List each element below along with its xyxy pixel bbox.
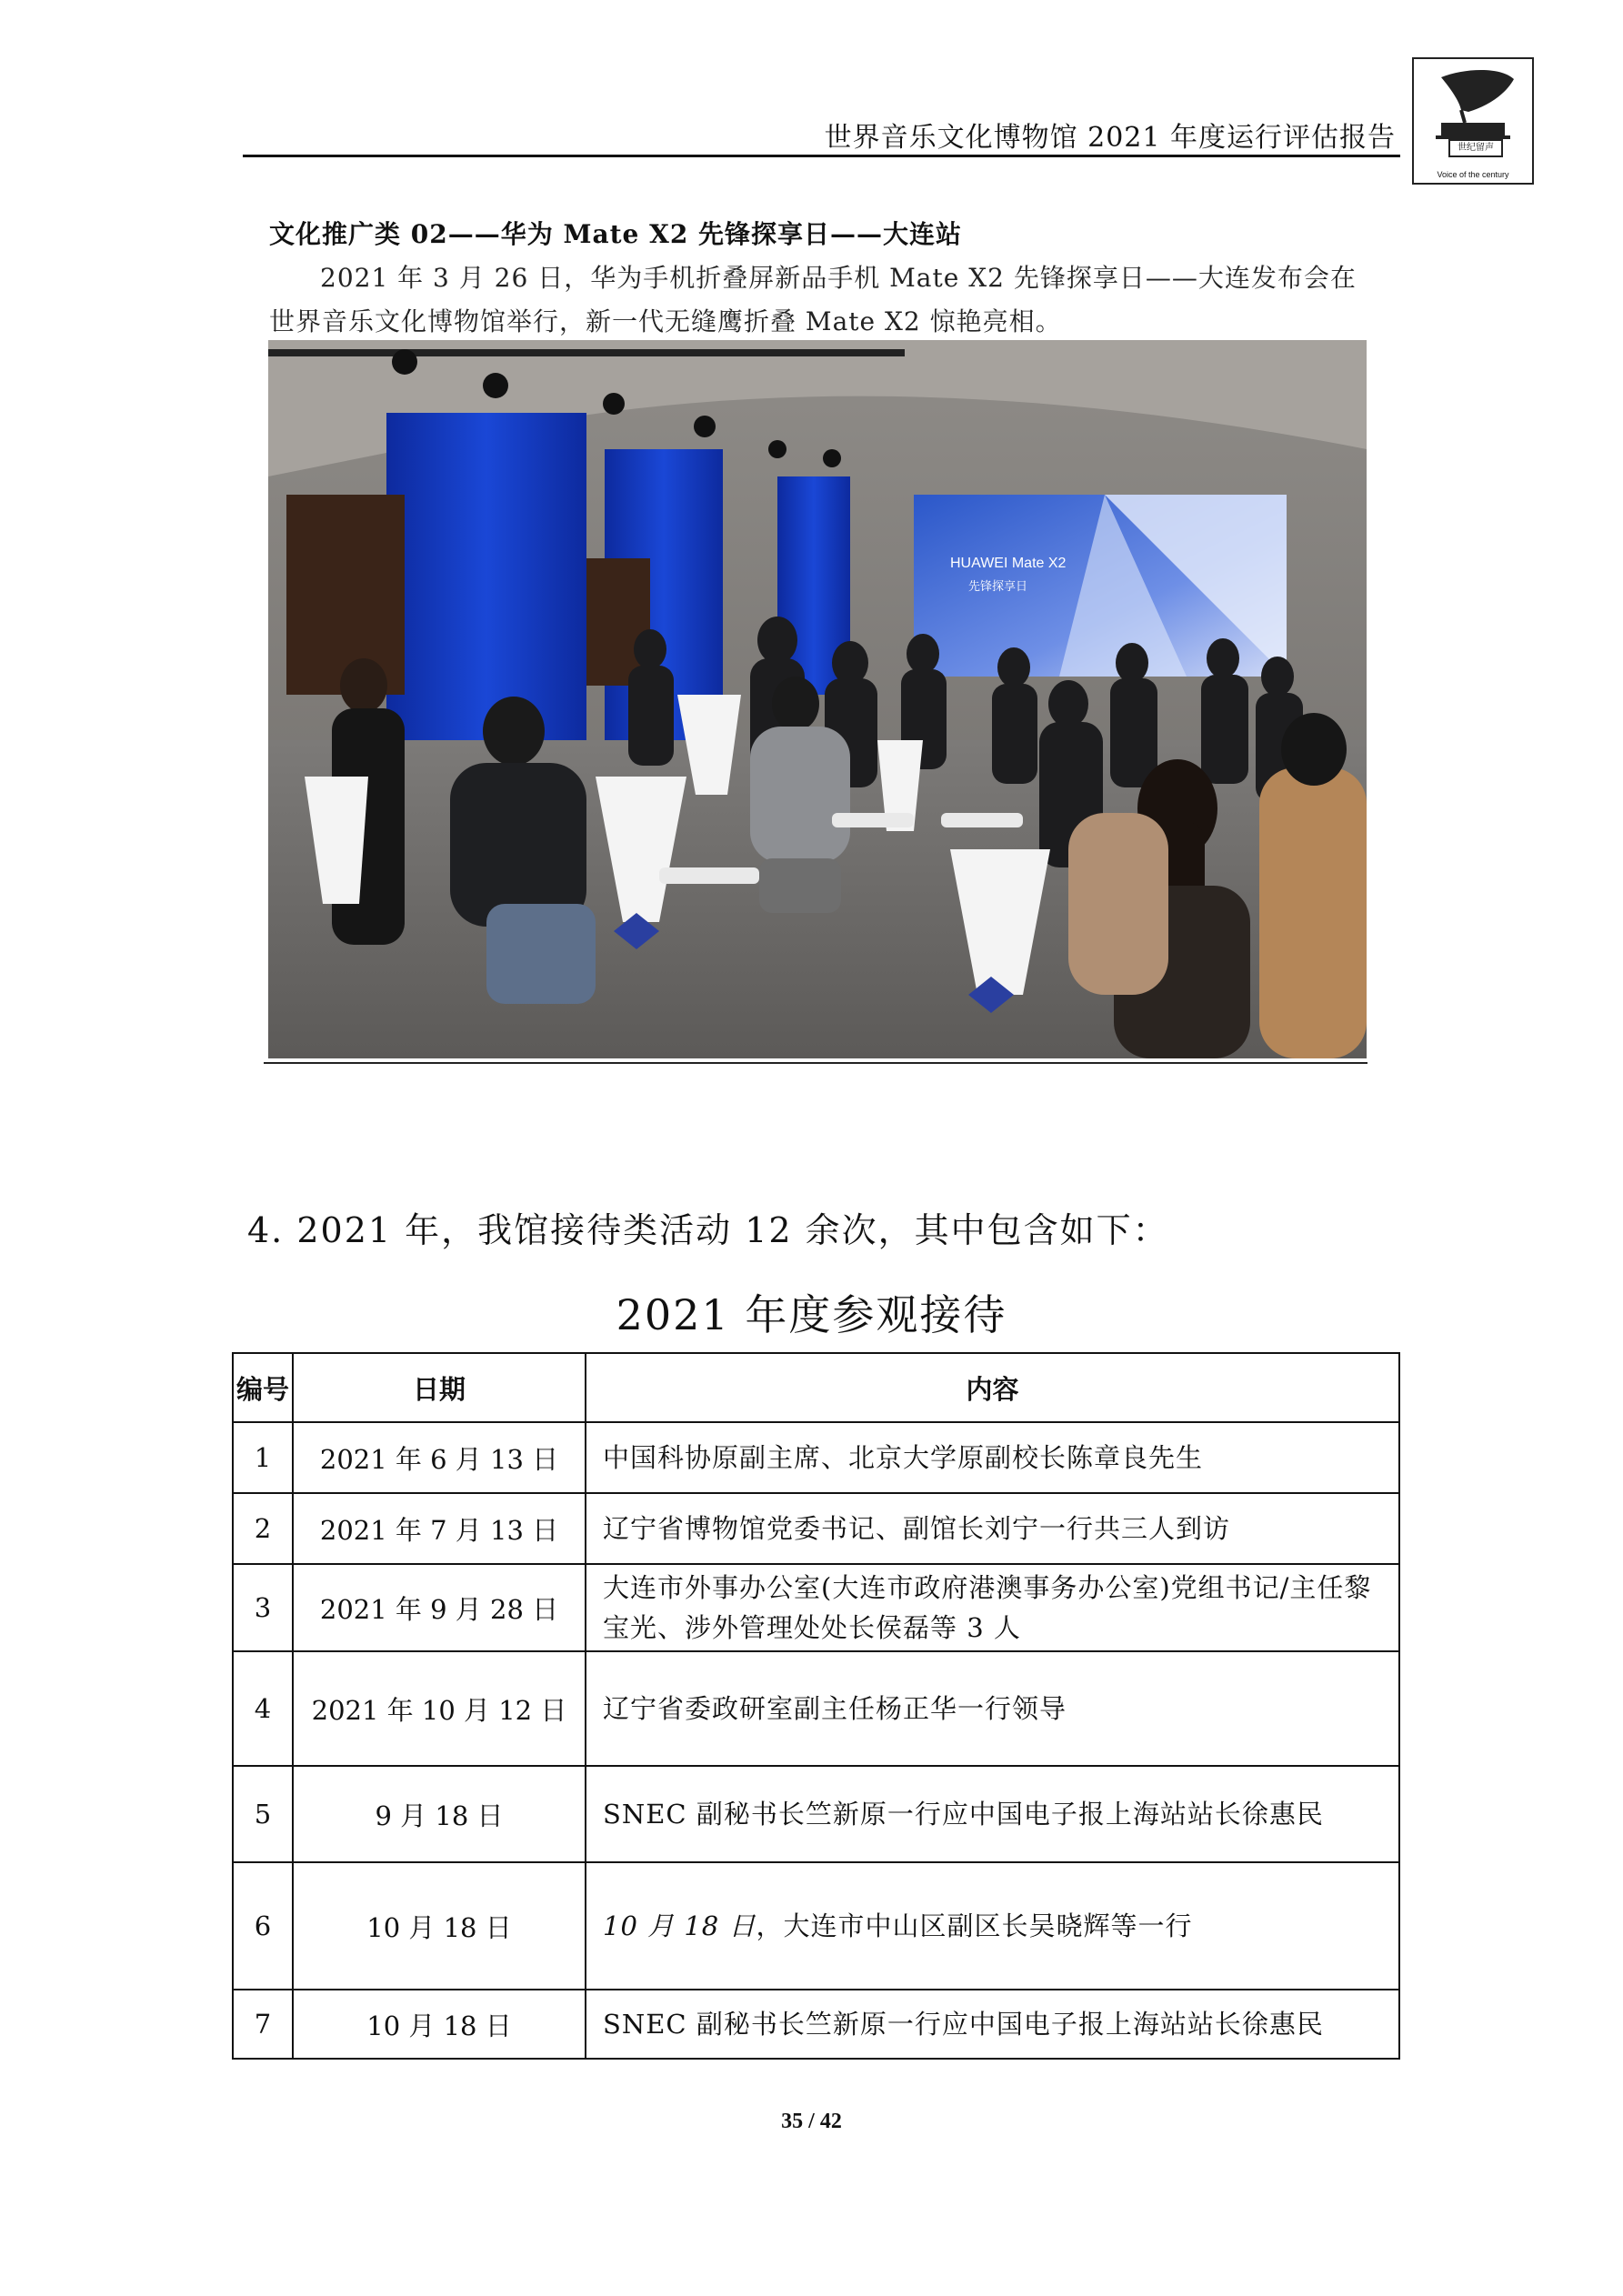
museum-logo [1412, 57, 1534, 185]
visits-table [232, 1352, 1400, 2060]
table-title: 2021 年度参观接待 [616, 1290, 1007, 1339]
list-item-4: 4. 2021 年，我馆接待类活动 12 余次，其中包含如下： [247, 1210, 1169, 1250]
screen-text-brand: HUAWEI Mate X2 [950, 556, 1067, 571]
header-divider [243, 155, 1400, 157]
section-heading: 文化推广类 02——华为 Mate X2 先锋探享日——大连站 [269, 219, 963, 249]
row-content: SNEC 副秘书长竺新原一行应中国电子报上海站站长徐惠民 [586, 1990, 1399, 2059]
row-date: 10 月 18 日 [293, 1862, 586, 1990]
row-content: 中国科协原副主席、北京大学原副校长陈章良先生 [586, 1422, 1399, 1493]
row-date: 9 月 18 日 [293, 1766, 586, 1862]
event-photo [268, 340, 1367, 1058]
header-date: 日期 [293, 1353, 586, 1422]
report-title: 世界音乐文化博物馆 2021 年度运行评估报告 [824, 122, 1396, 154]
photo-underline [264, 1062, 1368, 1064]
table-row [233, 1862, 1399, 1990]
row-date: 2021 年 7 月 13 日 [293, 1493, 586, 1564]
page-number: 35 / 42 [781, 2110, 842, 2133]
table-row [233, 1990, 1399, 2059]
row-content-text: ，大连市中山区副区长吴晓辉等一行 [756, 1910, 1193, 1941]
table-row [233, 1493, 1399, 1564]
row-date: 10 月 18 日 [293, 1990, 586, 2059]
header-number: 编号 [233, 1353, 293, 1422]
logo-badge: 世纪留声 [1448, 139, 1503, 157]
row-number: 1 [233, 1422, 293, 1493]
row-content: 辽宁省委政研室副主任杨正华一行领导 [586, 1651, 1399, 1766]
row-number: 3 [233, 1564, 293, 1651]
row-number: 5 [233, 1766, 293, 1862]
row-date: 2021 年 10 月 12 日 [293, 1651, 586, 1766]
table-row [233, 1766, 1399, 1862]
row-date: 2021 年 6 月 13 日 [293, 1422, 586, 1493]
row-number: 2 [233, 1493, 293, 1564]
row-number: 7 [233, 1990, 293, 2059]
table-row [233, 1422, 1399, 1493]
row-date: 2021 年 9 月 28 日 [293, 1564, 586, 1651]
row-content: 大连市外事办公室(大连市政府港澳事务办公室)党组书记/主任黎宝光、涉外管理处处长侯磊等 3 人 [586, 1564, 1399, 1651]
table-row [233, 1564, 1399, 1651]
row-number: 4 [233, 1651, 293, 1766]
row-content: 辽宁省博物馆党委书记、副馆长刘宁一行共三人到访 [586, 1493, 1399, 1564]
screen-text-event: 先锋探享日 [968, 579, 1028, 593]
table-header-row [233, 1353, 1399, 1422]
table-row [233, 1651, 1399, 1766]
row-content-italic-date: 10 月 18 日 [603, 1910, 756, 1941]
header-content: 内容 [586, 1353, 1399, 1422]
logo-caption: Voice of the century [1437, 170, 1509, 179]
row-number: 6 [233, 1862, 293, 1990]
row-content: SNEC 副秘书长竺新原一行应中国电子报上海站站长徐惠民 [586, 1766, 1399, 1862]
section-paragraph: 2021 年 3 月 26 日，华为手机折叠屏新品手机 Mate X2 先锋探享日——大连发布会在世界音乐文化博物馆举行，新一代无缝鹰折叠 Mate X2 惊艳亮相。 [269, 263, 1357, 336]
row-content [586, 1862, 1399, 1990]
